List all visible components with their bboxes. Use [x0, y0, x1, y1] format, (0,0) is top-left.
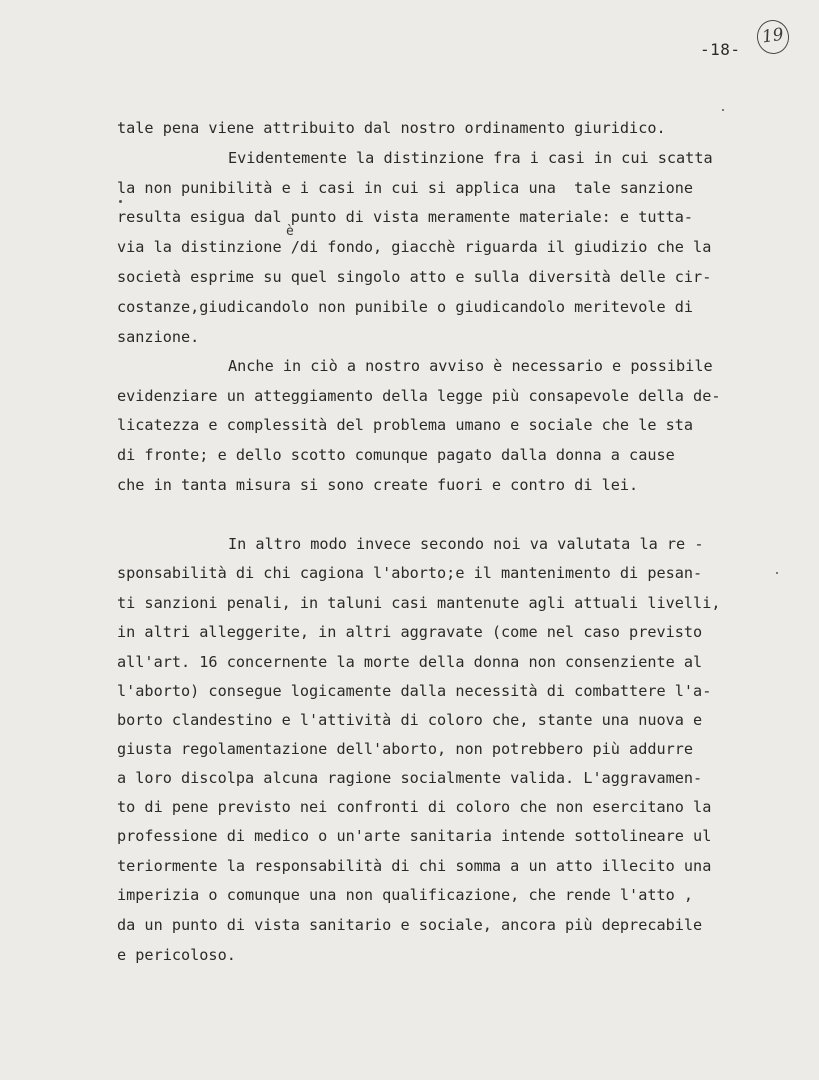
text-line: resulta esigua dal punto di vista meramente materiale: e tutta-	[117, 208, 694, 226]
text-line: l'aborto) consegue logicamente dalla necessità di combattere l'a-	[117, 682, 712, 700]
text-line: tale pena viene attribuito dal nostro ordinamento giuridico.	[117, 119, 666, 137]
text-line: sanzione.	[117, 328, 200, 346]
paper-speck	[776, 572, 778, 574]
text-line: professione di medico o un'arte sanitaria intende sottolineare ul	[117, 827, 712, 845]
text-line: sponsabilità di chi cagiona l'aborto;e il mantenimento di pesan-	[117, 564, 703, 582]
text-line: to di pene previsto nei confronti di coloro che non esercitano la	[117, 798, 712, 816]
text-line: da un punto di vista sanitario e sociale, ancora più deprecabile	[117, 916, 703, 934]
text-line: evidenziare un atteggiamento della legge più consapevole della de-	[117, 387, 721, 405]
text-line: giusta regolamentazione dell'aborto, non potrebbero più addurre	[117, 740, 694, 758]
text-line: all'art. 16 concernente la morte della donna non consenziente al	[117, 653, 703, 671]
archive-number-stamp: 19	[755, 18, 791, 56]
text-line: di fronte; e dello scotto comunque pagato dalla donna a cause	[117, 446, 675, 464]
text-line: società esprime su quel singolo atto e sulla diversità delle cir-	[117, 268, 712, 286]
text-line: via la distinzione /di fondo, giacchè riguarda il giudizio che la	[117, 238, 712, 256]
text-line: in altri alleggerite, in altri aggravate (come nel caso previsto	[117, 623, 703, 641]
text-line: imperizia o comunque una non qualificazione, che rende l'atto ,	[117, 886, 694, 904]
text-line: costanze,giudicandolo non punibile o giudicandolo meritevole di	[117, 298, 694, 316]
text-line: Anche in ciò a nostro avviso è necessario e possibile	[228, 357, 713, 375]
text-line: e pericoloso.	[117, 946, 236, 964]
paper-speck	[722, 109, 724, 111]
text-line: borto clandestino e l'attività di coloro che, stante una nuova e	[117, 711, 703, 729]
handwritten-insertion: è	[286, 224, 294, 239]
text-line: licatezza e complessità del problema umano e sociale che le sta	[117, 416, 694, 434]
paper-speck	[119, 200, 122, 203]
text-line: che in tanta misura si sono create fuori e contro di lei.	[117, 476, 639, 494]
page-number: -18-	[700, 40, 741, 59]
text-line: a loro discolpa alcuna ragione socialmente valida. L'aggravamen-	[117, 769, 703, 787]
text-line: teriormente la responsabilità di chi somma a un atto illecito una	[117, 857, 712, 875]
text-line: Evidentemente la distinzione fra i casi in cui scatta	[228, 149, 713, 167]
text-line: ti sanzioni penali, in taluni casi mantenute agli attuali livelli,	[117, 594, 721, 612]
text-line: In altro modo invece secondo noi va valutata la re -	[228, 535, 704, 553]
text-line: la non punibilità e i casi in cui si applica una tale sanzione	[117, 179, 694, 197]
